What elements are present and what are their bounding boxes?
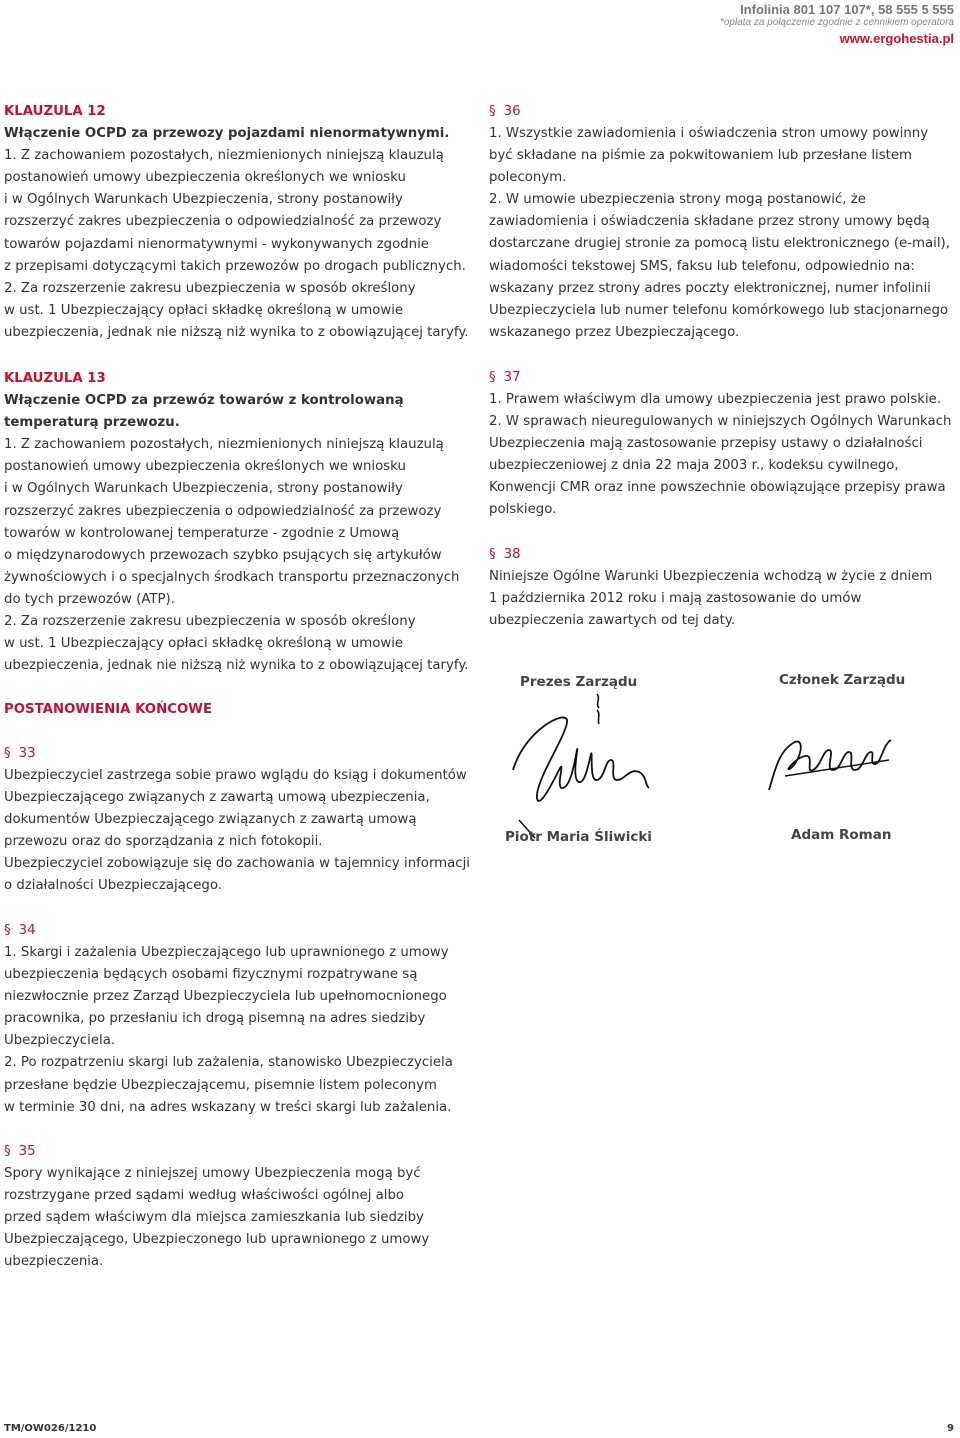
klauzula-13-title: KLAUZULA 13: [4, 371, 106, 386]
text-line: 1. Skargi i zażalenia Ubezpieczającego lub uprawnionego z umowy: [4, 945, 449, 960]
text-line: 1. Wszystkie zawiadomienia i oświadczenia stron umowy powinny: [489, 126, 929, 141]
paragraph-sign-icon: §: [4, 923, 11, 938]
text-line: 2. W sprawach nieuregulowanych w niniejszych Ogólnych Warunkach: [489, 414, 952, 430]
section-37: [489, 367, 957, 522]
text-line: Ubezpieczyciela lub numer telefonu komórkowego lub stacjonarnego: [489, 302, 949, 318]
text-line: wskazany przez strony adres poczty elektronicznej, numer infolinii: [489, 280, 931, 296]
text-line: 1 października 2012 roku i mają zastosowanie do umów: [489, 591, 862, 607]
section-35-body: [4, 1163, 474, 1273]
text-line: ubezpieczenia będących osobami fizycznymi rozpatrywane są: [4, 967, 418, 983]
text-line: niezwłocznie przez Zarząd Ubezpieczyciela lub upełnomocnionego: [4, 989, 447, 1005]
text-line: żywnościowych i o specjalnych środkach transportu przeznaczonych: [4, 569, 460, 585]
klauzula-13-body: [4, 434, 474, 677]
text-line: postanowień umowy ubezpieczenia określonych we wniosku: [4, 170, 406, 186]
page-number: 9: [947, 1423, 954, 1434]
text-line: dostarczane drugiej stronie za pomocą listu elektronicznego (e-mail),: [489, 236, 950, 252]
klauzula-12-body: [4, 145, 474, 344]
text-line: Niniejsze Ogólne Warunki Ubezpieczenia wchodzą w życie z dniem: [489, 569, 933, 584]
section-36: [489, 101, 957, 344]
klauzula-12-title: KLAUZULA 12: [4, 104, 106, 119]
text-line: zawiadomienia i oświadczenia składane przez strony umowy będą: [489, 214, 930, 230]
text-line: Ubezpieczyciela.: [4, 1033, 116, 1049]
section-33: [4, 743, 474, 898]
paragraph-sign-icon: §: [489, 547, 496, 562]
section-35-heading: [4, 1141, 474, 1163]
text-line: w terminie 30 dni, na adres wskazany w treści skargi lub zażalenia.: [4, 1099, 452, 1115]
infolinia-text: Infolinia 801 107 107*, 58 555 5 555: [740, 2, 954, 17]
section-38: [489, 544, 957, 632]
section-34-number: 34: [18, 923, 36, 938]
text-line: Ubezpieczającego, Ubezpieczonego lub uprawnionego z umowy: [4, 1232, 430, 1248]
section-33-number: 33: [18, 746, 36, 761]
final-provisions-title: POSTANOWIENIA KOŃCOWE: [4, 702, 213, 717]
text-line: Spory wynikające z niniejszej umowy Ubezpieczenia mogą być: [4, 1166, 421, 1181]
signature-right-name: Adam Roman: [791, 827, 892, 843]
text-line: dokumentów Ubezpieczającego związanych z zawartą umową: [4, 812, 417, 828]
text-line: o międzynarodowych przewozach szybko psujących się artykułów: [4, 547, 442, 563]
klauzula-13: [4, 368, 474, 677]
text-line: 2. W umowie ubezpieczenia strony mogą postanowić, że: [489, 192, 866, 208]
text-line: rozstrzygane przed sądami według właściwości ogólnej albo: [4, 1188, 405, 1204]
text-line: w ust. 1 Ubezpieczający opłaci składkę określoną w umowie: [4, 636, 404, 652]
text-line: rozszerzyć zakres ubezpieczenia o odpowiedzialność za przewozy: [4, 503, 442, 519]
text-line: ubezpieczeniowej z dnia 22 maja 2003 r., kodeksu cywilnego,: [489, 458, 899, 474]
text-line: w ust. 1 Ubezpieczający opłaci składkę określoną w umowie: [4, 302, 404, 318]
section-36-body: [489, 123, 957, 344]
section-36-number: 36: [503, 104, 521, 119]
klauzula-13-subtitle: [4, 390, 474, 434]
section-35: [4, 1141, 474, 1273]
text-line: 2. Za rozszerzenie zakresu ubezpieczenia w sposób określony: [4, 614, 416, 630]
section-37-number: 37: [503, 370, 521, 385]
section-38-heading: [489, 544, 957, 566]
section-33-heading: [4, 743, 474, 765]
klauzula-12-subtitle: Włączenie OCPD za przewozy pojazdami nienormatywnymi.: [4, 126, 450, 142]
section-34-body: [4, 942, 474, 1119]
text-line: polskiego.: [489, 502, 557, 518]
text-line: Konwencji CMR oraz inne powszechnie obowiązujące przepisy prawa: [489, 480, 946, 496]
text-line: 1. Prawem właściwym dla umowy ubezpieczenia jest prawo polskie.: [489, 392, 942, 407]
text-line: Ubezpieczyciel zastrzega sobie prawo wglądu do ksiąg i dokumentów: [4, 768, 467, 783]
text-line: przewozu oraz do sporządzania z nich fotokopii.: [4, 834, 323, 850]
text-line: ubezpieczenia, jednak nie niższą niż wynika to z obowiązującej taryfy.: [4, 324, 469, 340]
signature-left-name: Piotr Maria Śliwicki: [505, 829, 652, 845]
text-line: do tych przewozów (ATP).: [4, 591, 175, 607]
text-line: ubezpieczenia, jednak nie niższą niż wynika to z obowiązującej taryfy.: [4, 658, 469, 674]
text-line: towarów w kontrolowanej temperaturze - zgodnie z Umową: [4, 525, 400, 541]
signature-left-image: [505, 690, 655, 850]
section-37-body: [489, 389, 957, 522]
section-36-heading: [489, 101, 957, 123]
text-line: pracownika, po przesłaniu ich drogą pisemną na adres siedziby: [4, 1011, 426, 1027]
text-line: ubezpieczenia zawartych od tej daty.: [489, 613, 736, 629]
signature-right-image: [765, 730, 895, 800]
text-line: Ubezpieczyciel zobowiązuje się do zachowania w tajemnicy informacji: [4, 856, 470, 872]
text-line: ubezpieczenia.: [4, 1254, 104, 1270]
text-line: 1. Z zachowaniem pozostałych, niezmienionych niniejszą klauzulą: [4, 148, 444, 164]
paragraph-sign-icon: §: [4, 1144, 11, 1159]
paragraph-sign-icon: §: [489, 104, 496, 119]
text-line: i w Ogólnych Warunkach Ubezpieczenia, strony postanowiły: [4, 481, 403, 497]
paragraph-sign-icon: §: [489, 370, 496, 385]
section-33-body: [4, 765, 474, 898]
website-link[interactable]: www.ergohestia.pl: [839, 31, 954, 46]
document-code: TM/OW026/1210: [4, 1423, 97, 1434]
section-38-number: 38: [503, 547, 521, 562]
text-line: postanowień umowy ubezpieczenia określonych we wniosku: [4, 459, 406, 475]
section-38-body: [489, 566, 957, 632]
klauzula-12: [4, 101, 474, 344]
text-line: i w Ogólnych Warunkach Ubezpieczenia, strony postanowiły: [4, 192, 403, 208]
text-line: o działalności Ubezpieczającego.: [4, 878, 222, 894]
infolinia-note: *opłata za połączenie zgodnie z cennikiem operatora: [719, 17, 954, 28]
final-provisions: [4, 699, 474, 721]
section-37-heading: [489, 367, 957, 389]
text-line: Ubezpieczenia mają zastosowanie przepisy ustawy o działalności: [489, 436, 923, 452]
text-line: 1. Z zachowaniem pozostałych, niezmienionych niniejszą klauzulą: [4, 437, 444, 453]
text-line: z przepisami dotyczącymi takich przewozów po drogach publicznych.: [4, 258, 466, 274]
text-line: temperaturą przewozu.: [4, 415, 180, 431]
text-line: 2. Po rozpatrzeniu skargi lub zażalenia, stanowisko Ubezpieczyciela: [4, 1055, 453, 1071]
text-line: towarów pojazdami nienormatywnymi - wykonywanych zgodnie: [4, 236, 429, 252]
text-line: przesłane będzie Ubezpieczającemu, pisemnie listem poleconym: [4, 1077, 437, 1093]
section-34-heading: [4, 920, 474, 942]
text-line: wskazanego przez Ubezpieczającego.: [489, 324, 740, 340]
text-line: Włączenie OCPD za przewóz towarów z kontrolowaną: [4, 393, 404, 409]
signature-left-title: Prezes Zarządu: [520, 674, 638, 690]
paragraph-sign-icon: §: [4, 746, 11, 761]
text-line: wiadomości tekstowej SMS, faksu lub telefonu, odpowiednio na:: [489, 258, 915, 274]
text-line: poleconym.: [489, 170, 567, 186]
text-line: Ubezpieczającego związanych z zawartą umową ubezpieczenia,: [4, 790, 430, 806]
text-line: przed sądem właściwym dla miejsca zamieszkania lub siedziby: [4, 1210, 424, 1226]
text-line: 2. Za rozszerzenie zakresu ubezpieczenia w sposób określony: [4, 280, 416, 296]
text-line: być składane na piśmie za pokwitowaniem lub przesłane listem: [489, 148, 913, 164]
section-35-number: 35: [18, 1144, 36, 1159]
page-header: [720, 2, 954, 49]
text-line: rozszerzyć zakres ubezpieczenia o odpowiedzialność za przewozy: [4, 214, 442, 230]
signature-right-title: Członek Zarządu: [779, 672, 906, 688]
section-34: [4, 920, 474, 1119]
